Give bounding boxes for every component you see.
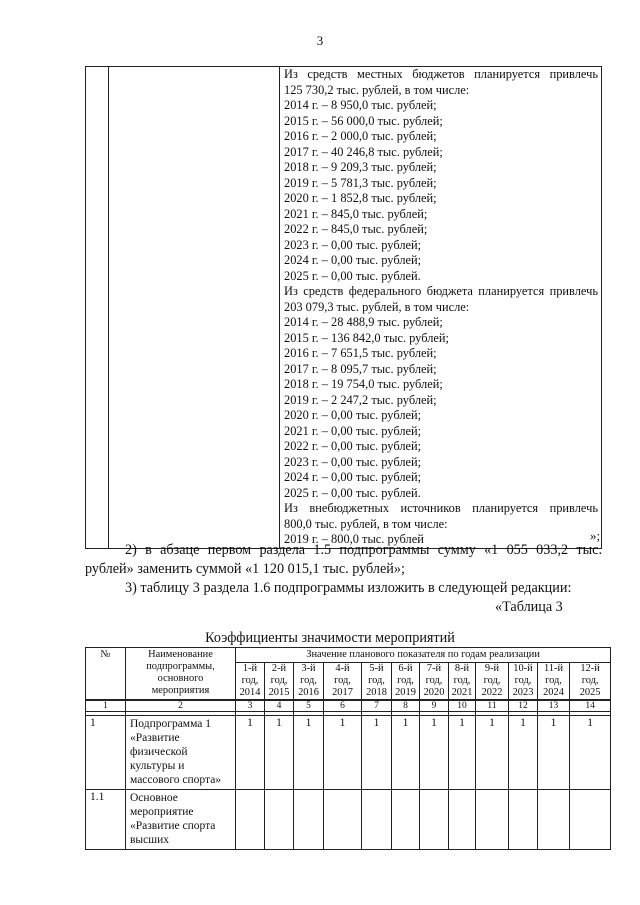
header-name — [126, 648, 236, 701]
row-number: 1.1 — [86, 790, 126, 850]
row-value: 1 — [392, 716, 420, 790]
funding-line: 2025 г. – 0,00 тыс. рублей. — [284, 268, 421, 283]
amendment-2-line-2: рублей» заменить суммой «1 120 015,1 тыс. рублей»; — [85, 561, 405, 577]
header-name-line: основного — [157, 673, 204, 684]
year-header-line: год, — [270, 675, 288, 686]
year-header-line: год, — [453, 675, 471, 686]
year-header — [324, 663, 362, 701]
row-value — [236, 790, 265, 850]
row-name-line: Основное — [130, 792, 178, 804]
year-header — [236, 663, 265, 701]
year-header-line: 2023 — [512, 687, 534, 698]
funding-line: 2019 г. – 2 247,2 тыс. рублей; — [284, 392, 437, 407]
column-number: 8 — [392, 700, 420, 712]
page-number: 3 — [316, 33, 324, 48]
row-value — [538, 790, 570, 850]
row-value — [362, 790, 392, 850]
column-number: 3 — [236, 700, 265, 712]
year-header-line: 7-й — [426, 663, 442, 674]
row-value — [570, 790, 611, 850]
funding-text-cell — [280, 67, 602, 549]
year-header — [538, 663, 570, 701]
column-number: 4 — [265, 700, 294, 712]
row-value — [420, 790, 449, 850]
column-number-row — [86, 700, 611, 712]
header-name-line: Наименование — [148, 649, 213, 660]
row-value: 1 — [265, 716, 294, 790]
column-number: 7 — [362, 700, 392, 712]
row-value: 1 — [509, 716, 538, 790]
year-header — [509, 663, 538, 701]
year-header — [294, 663, 324, 701]
row-name-line: культуры и — [130, 760, 185, 772]
funding-line: Из внебюджетных источников планируется привлечь — [284, 501, 598, 515]
year-header-line: 2015 — [268, 687, 290, 698]
row-value: 1 — [476, 716, 509, 790]
year-header-line: 2016 — [298, 687, 319, 698]
row-name — [126, 790, 236, 850]
column-number: 13 — [538, 700, 570, 712]
row-number: 1 — [86, 716, 126, 790]
year-header-line: 2017 — [332, 687, 353, 698]
row-value — [509, 790, 538, 850]
year-header-line: год, — [397, 675, 414, 686]
funding-line: 2025 г. – 0,00 тыс. рублей. — [284, 485, 421, 500]
table-row — [86, 716, 611, 790]
year-header-line: 2022 — [481, 687, 503, 698]
column-number: 9 — [420, 700, 449, 712]
row-value: 1 — [570, 716, 611, 790]
funding-line: Из средств федерального бюджета планируется привлечь — [284, 284, 598, 298]
year-header-line: 2014 — [239, 687, 261, 698]
year-header-line: 11-й — [543, 663, 564, 674]
funding-line: 800,0 тыс. рублей, в том числе: — [284, 516, 448, 531]
column-number: 5 — [294, 700, 324, 712]
funding-line: 2019 г. – 800,0 тыс. рублей — [284, 532, 424, 546]
funding-line: 2023 г. – 0,00 тыс. рублей; — [284, 454, 422, 469]
year-header-line: 2-й — [271, 663, 287, 674]
row-name-line: мероприятие — [130, 806, 194, 818]
year-header — [392, 663, 420, 701]
year-header-line: год, — [425, 675, 443, 686]
funding-line: 2020 г. – 1 852,8 тыс. рублей; — [284, 191, 437, 205]
year-header-line: год, — [334, 675, 351, 686]
funding-line: 2023 г. – 0,00 тыс. рублей; — [284, 237, 422, 252]
funding-line: 2022 г. – 845,0 тыс. рублей; — [284, 222, 428, 236]
funding-line: Из средств местных бюджетов планируется привлечь — [284, 67, 598, 81]
year-header-line: год, — [241, 675, 259, 686]
year-header-line: 9-й — [484, 663, 500, 674]
coefficients-table — [85, 647, 611, 850]
year-header-line: 1-й — [242, 663, 258, 674]
column-number: 1 — [86, 700, 126, 712]
row-value — [294, 790, 324, 850]
row-value — [392, 790, 420, 850]
year-header-line: 2025 — [579, 687, 601, 698]
year-header-line: 2018 — [366, 687, 387, 698]
funding-line: 2024 г. – 0,00 тыс. рублей; — [284, 253, 422, 267]
row-value: 1 — [449, 716, 476, 790]
funding-line: 2015 г. – 56 000,0 тыс. рублей; — [284, 113, 443, 128]
row-value: 1 — [294, 716, 324, 790]
year-header-line: 8-й — [454, 663, 470, 674]
funding-line: 2016 г. – 2 000,0 тыс. рублей; — [284, 129, 437, 143]
year-header — [476, 663, 509, 701]
year-header-line: год, — [581, 675, 599, 686]
table-title: Коэффициенты значимости мероприятий — [205, 630, 455, 646]
header-name-line: подпрограммы, — [146, 661, 215, 672]
funding-line: 2021 г. – 845,0 тыс. рублей; — [284, 206, 428, 221]
column-number: 6 — [324, 700, 362, 712]
row-value — [449, 790, 476, 850]
year-header-line: 2024 — [543, 687, 564, 698]
column-number: 10 — [449, 700, 476, 712]
header-number: № — [86, 648, 126, 701]
year-header — [449, 663, 476, 701]
year-header — [265, 663, 294, 701]
year-header-line: год, — [514, 675, 532, 686]
row-value: 1 — [236, 716, 265, 790]
funding-line: 2014 г. – 28 488,9 тыс. рублей; — [284, 315, 443, 329]
row-name-line: высших — [130, 834, 170, 846]
year-header-line: 6-й — [398, 663, 413, 674]
funding-line: 2021 г. – 0,00 тыс. рублей; — [284, 423, 422, 438]
year-header — [570, 663, 611, 701]
header-name-line: мероприятия — [151, 685, 210, 696]
funding-line: 125 730,2 тыс. рублей, в том числе: — [284, 82, 470, 97]
column-number: 11 — [476, 700, 509, 712]
funding-line: 2014 г. – 8 950,0 тыс. рублей; — [284, 98, 437, 112]
year-header-line: 5-й — [369, 663, 384, 674]
column-number: 12 — [509, 700, 538, 712]
closing-quote: »; — [590, 528, 601, 543]
funding-line: 2020 г. – 0,00 тыс. рублей; — [284, 408, 422, 422]
year-header-line: 2019 — [395, 687, 416, 698]
year-header-line: год, — [368, 675, 385, 686]
row-value — [265, 790, 294, 850]
funding-line: 2016 г. – 7 651,5 тыс. рублей; — [284, 346, 437, 360]
year-header-line: 12-й — [580, 663, 600, 674]
row-value: 1 — [538, 716, 570, 790]
year-header-line: год, — [483, 675, 501, 686]
funding-line: 2024 г. – 0,00 тыс. рублей; — [284, 470, 422, 484]
row-value: 1 — [324, 716, 362, 790]
funding-line: 2019 г. – 5 781,3 тыс. рублей; — [284, 175, 437, 190]
funding-line: 2015 г. – 136 842,0 тыс. рублей; — [284, 330, 449, 345]
year-header-line: 2021 — [451, 687, 473, 698]
year-header-line: 3-й — [301, 663, 316, 674]
table-caption: «Таблица 3 — [495, 599, 563, 615]
funding-line: 2017 г. – 8 095,7 тыс. рублей; — [284, 361, 437, 376]
row-value: 1 — [420, 716, 449, 790]
row-name — [126, 716, 236, 790]
empty-number-cell — [86, 67, 109, 549]
row-name-line: массового спорта» — [130, 774, 222, 786]
empty-label-cell — [109, 67, 280, 549]
table-row — [86, 790, 611, 850]
funding-line: 203 079,3 тыс. рублей, в том числе: — [284, 299, 470, 314]
amendment-2-line-1: 2) в абзаце первом раздела 1.5 подпрограммы сумму «1 055 033,2 тыс. — [125, 542, 602, 558]
funding-line: 2018 г. – 19 754,0 тыс. рублей; — [284, 377, 443, 391]
row-value — [476, 790, 509, 850]
row-value: 1 — [362, 716, 392, 790]
year-header-line: 4-й — [335, 663, 350, 674]
column-number: 2 — [126, 700, 236, 712]
row-name-line: «Развитие спорта — [130, 820, 216, 832]
amendment-3: 3) таблицу 3 раздела 1.6 подпрограммы изложить в следующей редакции: — [125, 580, 572, 596]
row-name-line: «Развитие — [130, 732, 180, 744]
year-header-line: год, — [545, 675, 562, 686]
row-name-line: Подпрограмма 1 — [130, 718, 212, 730]
funding-line: 2018 г. – 9 209,3 тыс. рублей; — [284, 160, 437, 174]
funding-lines — [284, 67, 601, 548]
row-name-line: физической — [130, 746, 188, 758]
row-value — [324, 790, 362, 850]
year-header — [362, 663, 392, 701]
column-number: 14 — [570, 700, 611, 712]
year-header-line: 2020 — [423, 687, 445, 698]
year-header-line: год, — [300, 675, 317, 686]
funding-line: 2022 г. – 0,00 тыс. рублей; — [284, 439, 422, 453]
funding-line: 2017 г. – 40 246,8 тыс. рублей; — [284, 144, 443, 159]
header-group: Значение планового показателя по годам реализации — [236, 648, 611, 663]
funding-continuation-table — [85, 66, 602, 549]
year-header-line: 10-й — [513, 663, 533, 674]
year-header — [420, 663, 449, 701]
